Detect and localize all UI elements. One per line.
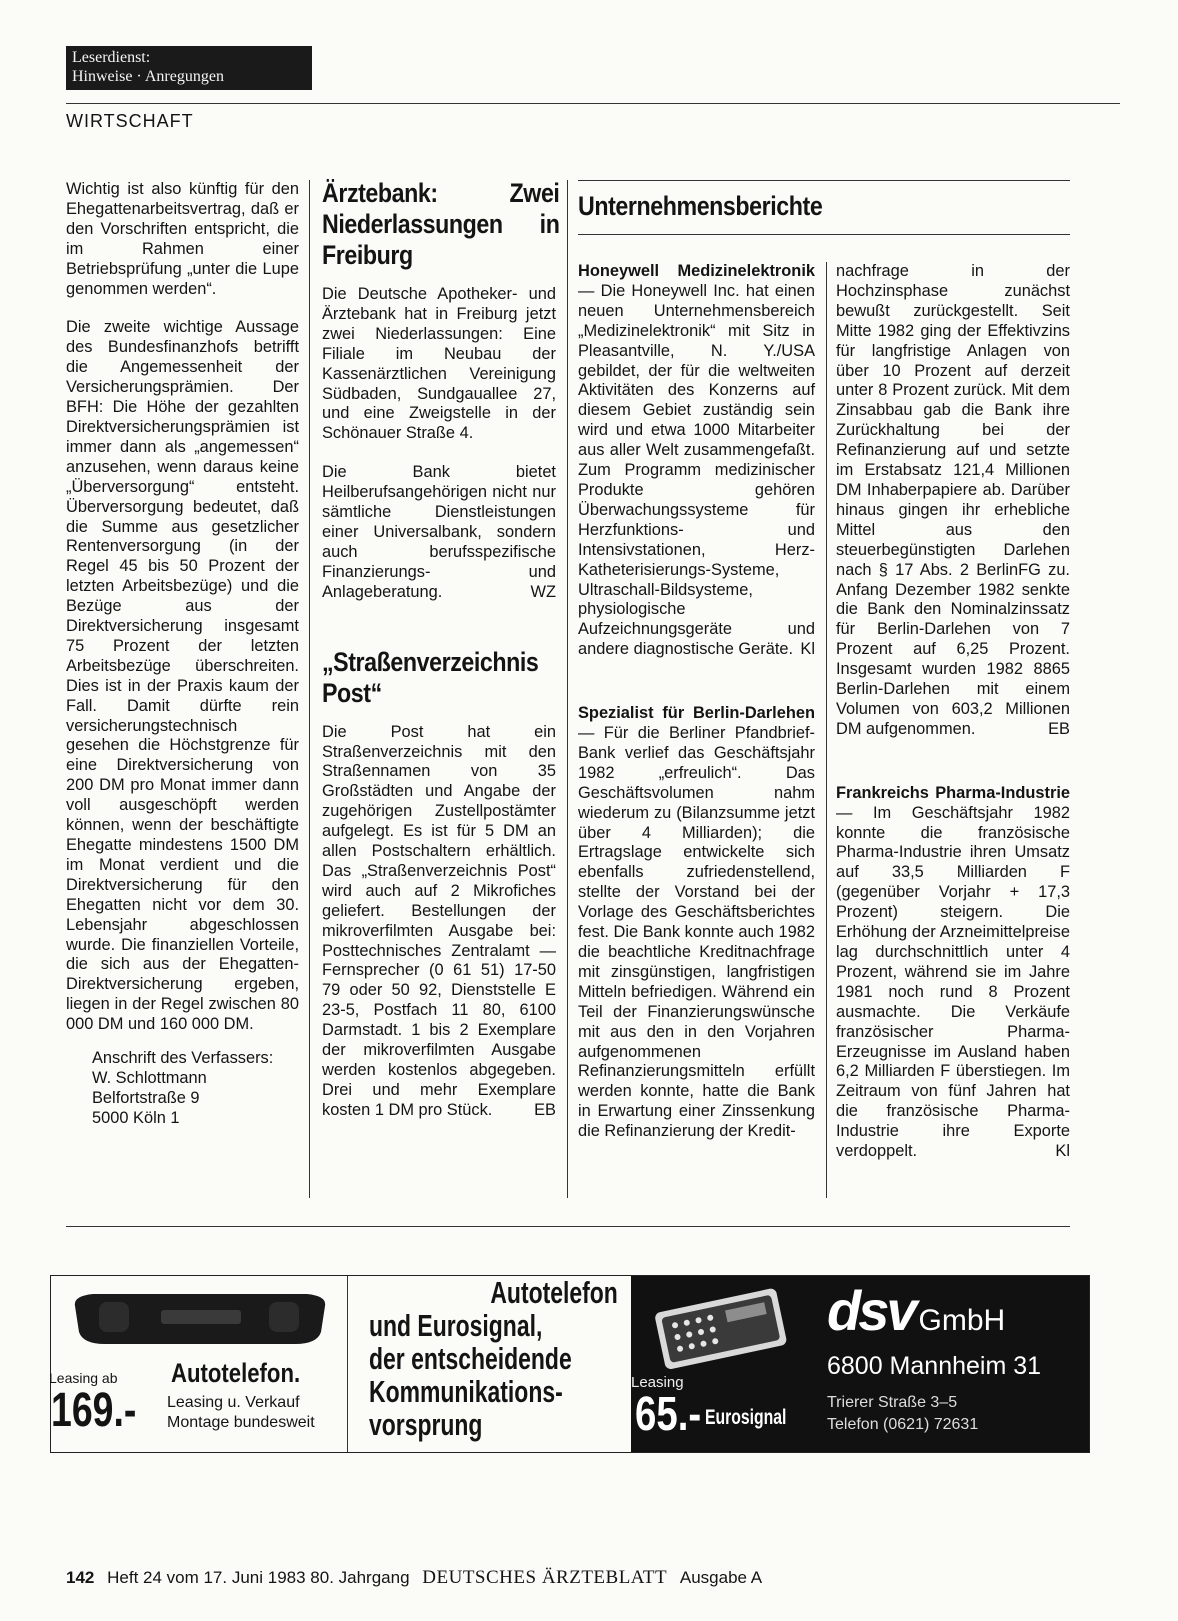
rubric-line-2: Hinweise · Anregungen: [72, 68, 224, 85]
signature-kl-1: Kl: [800, 640, 815, 659]
headline-aerztebank: Ärztebank: Zwei Niederlassungen in Freiburg: [322, 178, 560, 270]
address-line-1: Anschrift des Verfassers:: [92, 1049, 274, 1068]
signature-eb: EB: [534, 1100, 556, 1119]
ad-leasing-ab: Leasing ab: [49, 1370, 118, 1386]
top-rule: [66, 103, 1120, 104]
col3-report-berlin: [578, 704, 815, 1142]
dsv-logo-text: dsv: [827, 1279, 915, 1342]
col3-paragraph-1: — Die Honeywell Inc. hat einen neuen Unternehmensbereich „Medizinelektronik“ mit Sitz in Pleasantville, N. Y./USA gebildet, der für die weltweiten Aktivitäten des Konzerns auf diesem Gebiet zuständig sein wird und etwa 1000 Mitarbeiter aus aller Welt zusammengefaßt. Zum Programm medizinischer Produkte gehören Überwachungssysteme für Herzfunktions- und Intensivstationen, Herz-Katheterisierungs-Systeme, Ultraschall-Bildsysteme, physiologische Aufzeichnungsgeräte und andere diagnostische Geräte.: [578, 281, 815, 659]
dsv-gmbh: GmbH: [918, 1304, 1006, 1337]
ad-divider: [347, 1276, 348, 1452]
column-1: [66, 180, 299, 1129]
berichte-top-rule: [578, 180, 1070, 181]
rubric-box: [66, 46, 312, 90]
col4-paragraph-1-text: nachfrage in der Hochzinsphase zunächst bewußt zurückgestellt. Seit Mitte 1982 ging der Effektivzins für langfristige Anlagen von über 10 Prozent auf derzeit unter 8 Prozent zurück. Mit dem Zinsabbau gab die Bank ihre Zurückhaltung bei der Refinanzierung auf und setzte im Erstabsatz 121,4 Millionen DM Inhaberpapiere ab. Darüber hinaus gingen ihr erhebliche Mittel aus den steuerbegünstigten Darlehen nach § 17 Abs. 2 BerlinFG zu. Anfang Dezember 1982 senkte die Bank den Nominalzinssatz für Berlin-Darlehen von 7 Prozent auf 6,25 Prozent. Insgesamt wurden 1982 8865 Berlin-Darlehen mit einem Volumen von 603,2 Millionen DM aufgenommen.: [836, 262, 1070, 738]
column-4: [836, 262, 1070, 1162]
col2-paragraph-1: Die Deutsche Apotheker- und Ärztebank hat in Freiburg jetzt zwei Niederlassungen: Eine Filiale im Neubau der Kassenärztlichen Vereinigung Südbaden, Sundgauallee 27, und eine Zweigstelle in der Schönauer Straße 4.: [322, 285, 556, 443]
dsv-panel: [807, 1276, 1089, 1452]
bottom-rule: [66, 1226, 1070, 1227]
magazine-name: DEUTSCHES ÄRZTEBLATT: [422, 1567, 668, 1588]
column-divider-2: [567, 180, 568, 1198]
col3-paragraph-2: — Für die Berliner Pfandbrief-Bank verlief das Geschäftsjahr 1982 „erfreulich“. Das Geschäftsvolumen nahm wiederum zu (Bilanzsumme jetzt über 4 Milliarden); die Ertragslage entwickelte sich ebenfalls zufriedenstellend, stellte der Vorstand bei der Vorlage des Geschäftsberichtes fest. Die Bank konnte auch 1982 die beachtliche Kreditnachfrage mit zinsgünstigen, langfristigen Mitteln befriedigen. Während ein Teil der Finanzierungswünsche mit aus den in den Vorjahren aufgenommenen Refinanzierungsmitteln erfüllt werden konnte, hatte die Bank in Erwartung einer Zinssenkung die Refinanzierung der Kredit-: [578, 724, 815, 1141]
signature-kl-2: Kl: [1055, 1142, 1070, 1161]
ad-big-line-4: Kommunikations-: [369, 1374, 563, 1409]
col4-paragraph-1: [836, 262, 1070, 740]
address-line-4: 5000 Köln 1: [92, 1108, 180, 1127]
col2-paragraph-2: [322, 463, 556, 602]
ad-eurosignal: Eurosignal: [705, 1406, 787, 1429]
ad-sub-2: Montage bundesweit: [167, 1414, 315, 1431]
column-2: [322, 178, 560, 1121]
ad-sub-1: Leasing u. Verkauf: [167, 1394, 300, 1411]
advertisement-frame: [50, 1275, 1090, 1453]
ad-price-169: 169.-: [51, 1384, 137, 1437]
dsv-logo: [827, 1278, 1005, 1343]
lead-berlin-darlehen: Spezialist für Berlin-Darlehen: [578, 704, 815, 723]
signature-eb-2: EB: [1048, 719, 1070, 738]
col1-paragraph-2: Die zweite wichtige Aussage des Bundesfinanzhofs betrifft die Angemessenheit der Versicherungsprämien. Der BFH: Die Höhe der gezahlten Direktversicherungsprämien ist immer dann als „angemessen“ anzusehen, wenn daraus keine „Überversorgung“ entsteht. Überversorgung bedeutet, daß die Summe aus gesetzlicher Rentenversorgung (in der Regel 45 bis 50 Prozent der letzten Arbeitsbezüge) und die Bezüge aus der Direktversicherung insgesamt 75 Prozent der letzten Arbeitsbezüge überschreiten. Dies ist in der Praxis kaum der Fall. Damit dürfte rein versicherungstechnisch gesehen die Höchstgrenze für eine Direktversicherung von 200 DM pro Monat immer dann voll ausgeschöpft werden können, wenn der beschäftigte Ehegatte mindestens 1500 DM im Monat verdient und die Direktversicherung für den Ehegatten nicht vor dem 30. Lebensjahr abgeschlossen wurde. Die finanziellen Vorteile, die sich aus der Ehegatten-Direktversicherung ergeben, liegen in der Regel zwischen 80 000 DM und 160 000 DM.: [66, 318, 299, 1034]
ad-price-65: 65.-: [635, 1388, 702, 1441]
rubric-line-1: Leserdienst:: [72, 49, 151, 66]
ad-big-line-5: vorsprung: [369, 1407, 483, 1442]
section-title: WIRTSCHAFT: [66, 111, 194, 131]
handset-icon: [69, 1288, 331, 1348]
column-divider-3: [826, 262, 827, 1198]
issue-info: Heft 24 vom 17. Juni 1983 80. Jahrgang: [107, 1568, 410, 1587]
col2-paragraph-3: [322, 723, 556, 1121]
dsv-phone: Telefon (0621) 72631: [827, 1416, 979, 1433]
headline-strassenverzeichnis: „Straßenverzeichnis Post“: [322, 646, 539, 708]
ad-big-line-2: und Eurosignal,: [369, 1308, 543, 1343]
col1-paragraph-1: Wichtig ist also künftig für den Ehegattenarbeitsvertrag, daß er den Vorschriften entspricht, die im Rahmen einer Betriebsprüfung „unter die Lupe genommen werden“.: [66, 180, 299, 298]
signature-wz: WZ: [530, 582, 556, 601]
eurosignal-panel: [631, 1276, 807, 1452]
col4-report-pharma: [836, 784, 1070, 1162]
address-line-3: Belfortstraße 9: [92, 1088, 200, 1107]
ad-leasing-2: Leasing: [631, 1374, 684, 1391]
phone-handset-graphic: [69, 1288, 331, 1348]
ad-big-line-3: der entscheidende: [369, 1341, 572, 1376]
edition: Ausgabe A: [679, 1568, 763, 1587]
lead-honeywell: Honeywell Medizinelektronik: [578, 262, 815, 280]
column-3: [578, 262, 815, 1142]
column-divider-1: [309, 180, 310, 1198]
ad-headline-autotelefon: Autotelefon.: [171, 1358, 301, 1388]
page-footer: [66, 1567, 762, 1589]
lead-pharma: Frankreichs Pharma-Industrie: [836, 783, 1070, 802]
address-line-2: W. Schlottmann: [92, 1068, 207, 1087]
page-number: 142: [66, 1568, 95, 1587]
eurosignal-device-icon: [645, 1282, 795, 1377]
ad-big-text: [369, 1276, 618, 1441]
col2-paragraph-2-text: Die Bank bietet Heilberufsangehörigen nicht nur sämtliche Dienstleistungen einer Universalbank, sondern auch berufsspezifische Finanzierungs- und Anlageberatung.: [322, 463, 556, 601]
col2-paragraph-3-text: Die Post hat ein Straßenverzeichnis mit den Straßennamen von 35 Großstädten und Angabe der zugehörigen Zustellpostämter aufgelegt. Es ist für 5 DM an allen Postschaltern erhältlich. Das „Straßenverzeichnis Post“ wird auch auf 2 Mikrofiches geliefert. Bestellungen der mikroverfilmten Ausgabe bei: Posttechnisches Zentralamt — Fernsprecher (0 61 51) 17-50 79 oder 50 92, Dienststelle E 23-5, Postfach 11 80, 6100 Darmstadt. 1 bis 2 Exemplare der mikroverfilmten Ausgabe werden kostenlos abgegeben. Drei und mehr Exemplare kosten 1 DM pro Stück.: [322, 722, 556, 1119]
col3-report-honeywell: [578, 262, 815, 660]
col4-paragraph-2: — Im Geschäftsjahr 1982 konnte die französische Pharma-Industrie ihren Umsatz auf 33,5 Milliarden F (gegenüber Vorjahr + 17,3 Prozent) steigern. Die Erhöhung der Arzneimittelpreise lag durchschnittlich unter 4 Prozent, während sie im Jahre 1981 noch rund 8 Prozent ausmachte. Die Verkäufe französischer Pharma-Erzeugnisse im Ausland haben 6,2 Milliarden F überstiegen. Im Zeitraum von fünf Jahren hat die französische Pharma-Industrie ihre Exporte verdoppelt.: [836, 803, 1070, 1161]
headline-unternehmensberichte: Unternehmensberichte: [578, 191, 823, 221]
dsv-street: Trierer Straße 3–5: [827, 1394, 958, 1411]
berichte-bottom-rule: [578, 234, 1070, 235]
author-address: [66, 1049, 299, 1129]
dsv-city: 6800 Mannheim 31: [827, 1352, 1042, 1380]
ad-big-line-1: Autotelefon: [490, 1275, 618, 1310]
